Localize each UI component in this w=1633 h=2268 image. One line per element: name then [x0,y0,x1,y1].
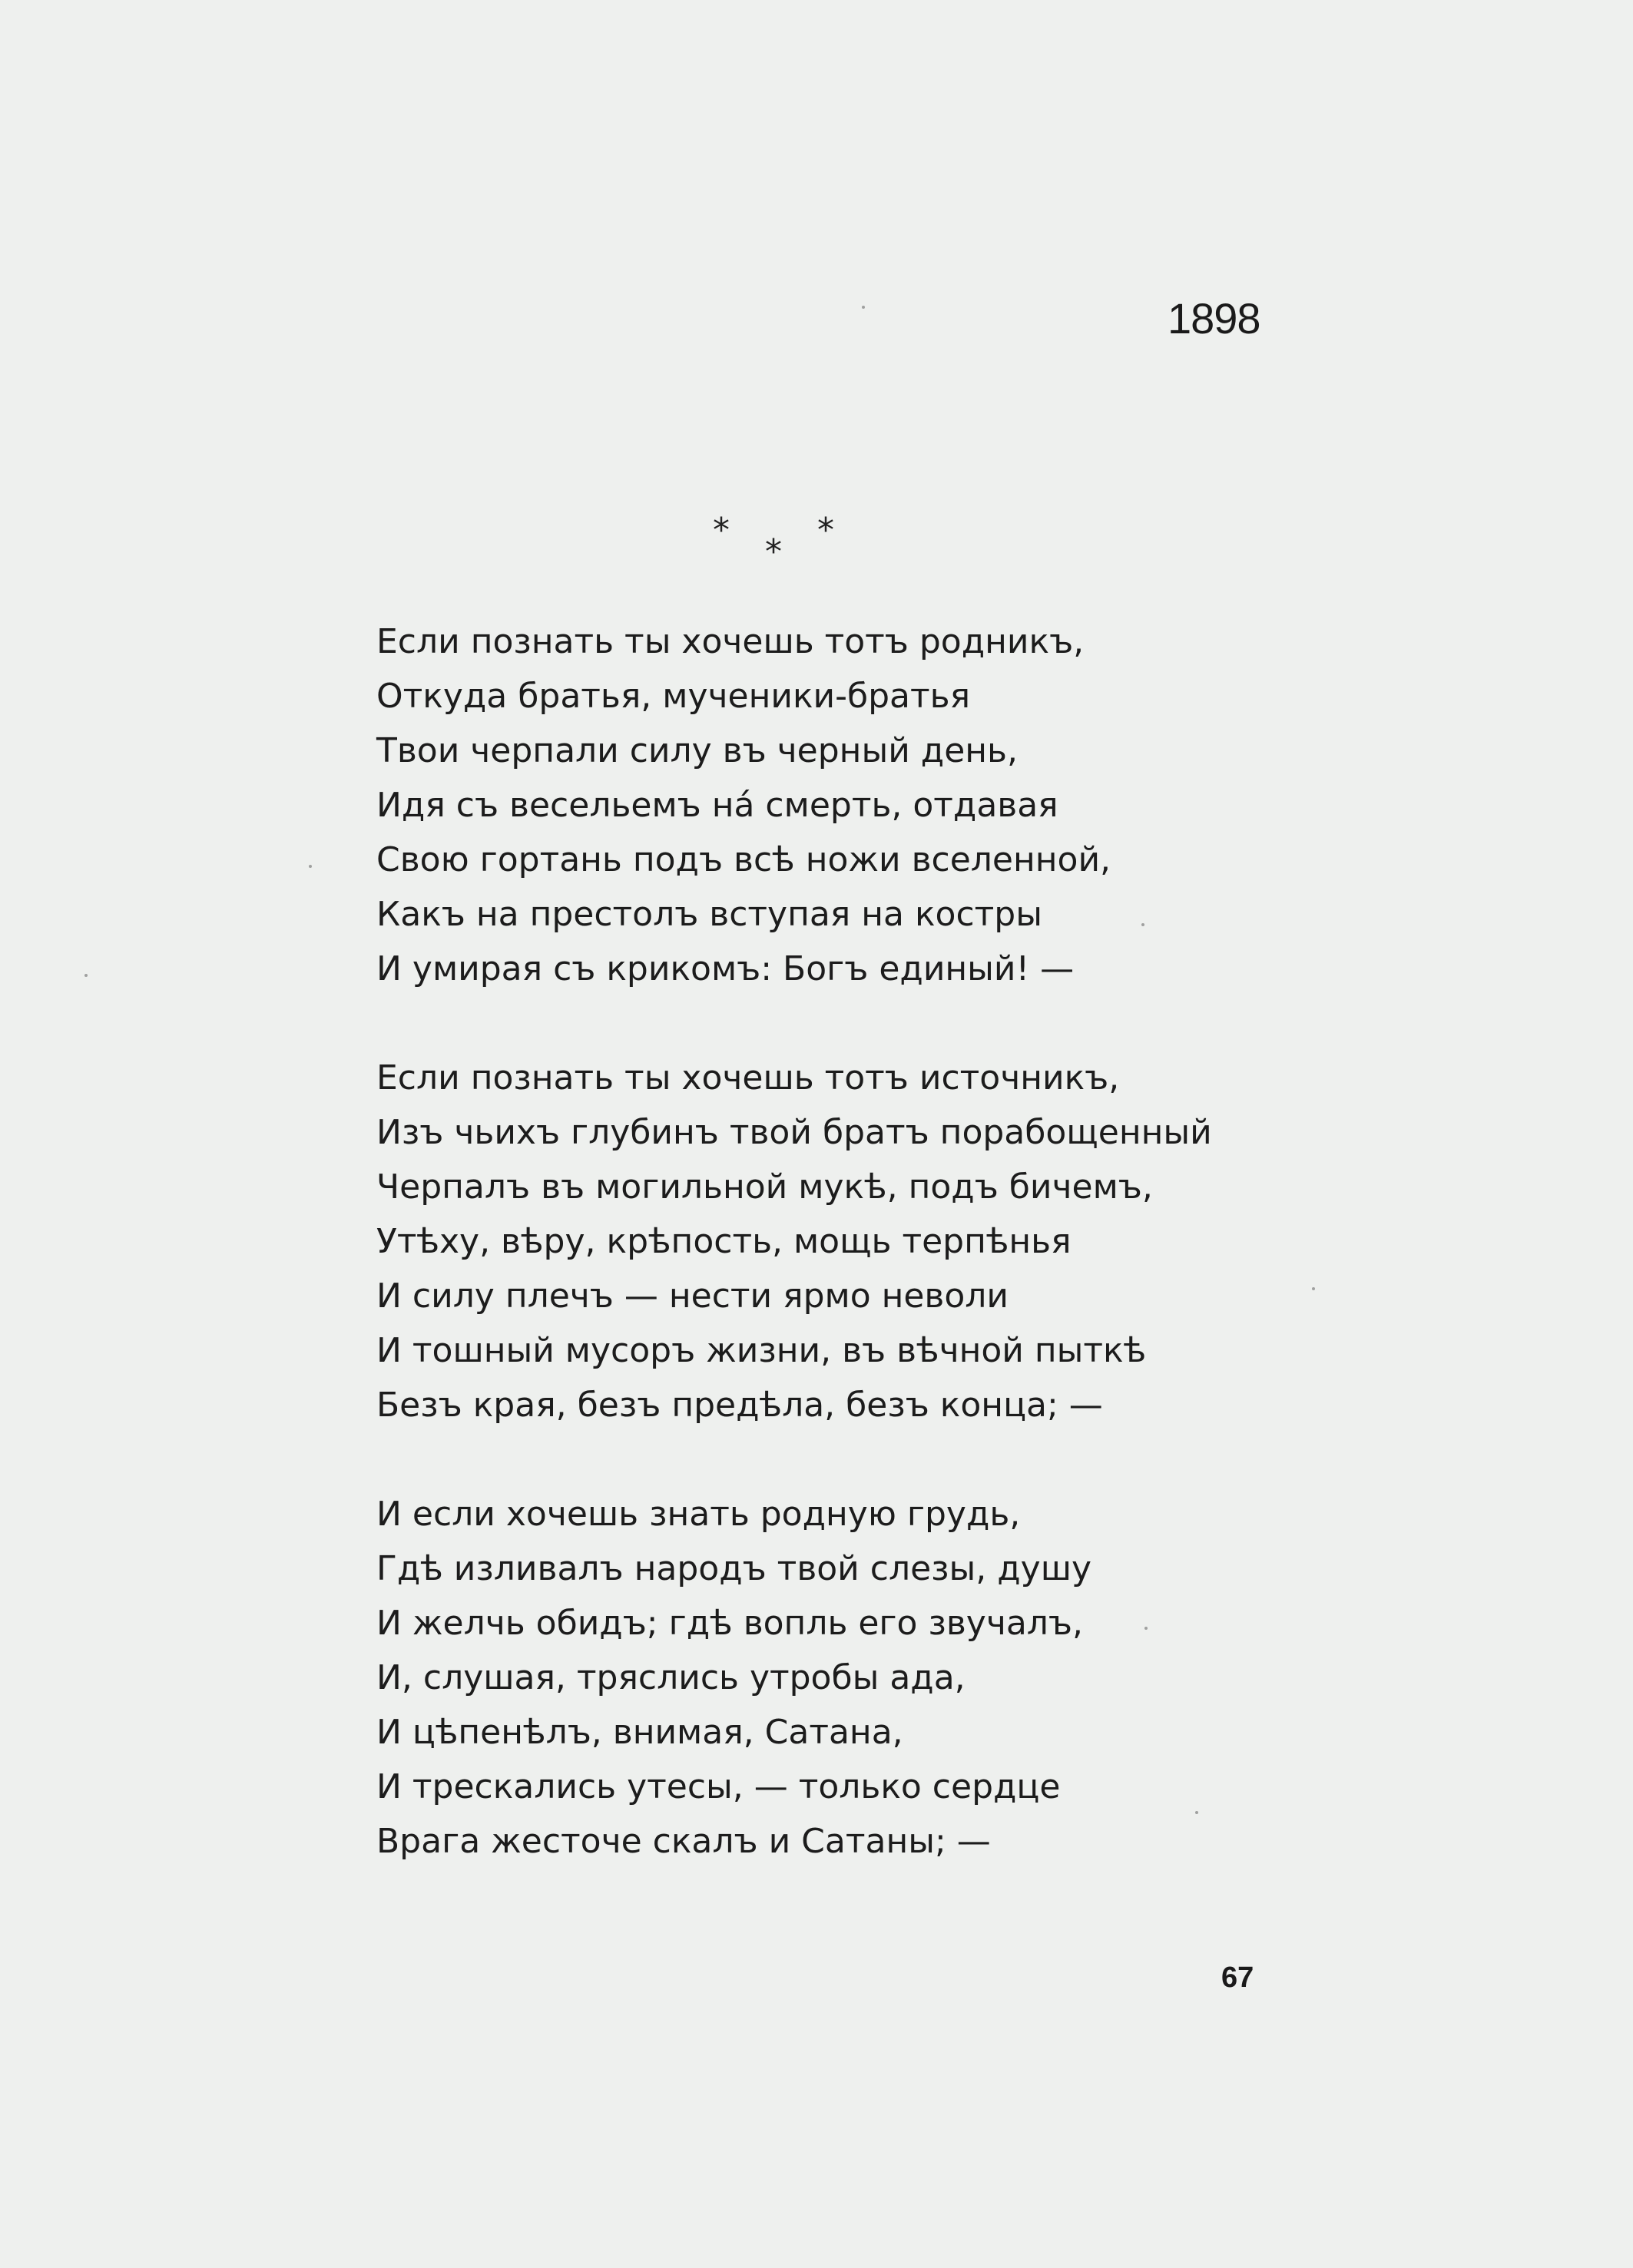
poem-line: И трескались утесы, — только сердце [376,1767,1061,1806]
poem-line: И, слушая, тряслись утробы ада, [376,1658,966,1697]
poem-line: И умирая съ крикомъ: Богъ единый! — [376,949,1075,988]
asterisk-right: * [817,511,834,550]
poem-line: Гдѣ изливалъ народъ твой слезы, душу [376,1549,1092,1588]
asterism-divider [707,511,845,572]
poem-line: И цѣпенѣлъ, внимая, Сатана, [376,1713,903,1752]
stanza-1 [376,614,1298,996]
asterisk-middle: * [765,532,782,571]
paper-speck [1141,923,1144,926]
poem-line: Откуда братья, мученики-братья [376,677,971,716]
poem-line: Безъ края, безъ предѣла, безъ конца; — [376,1386,1103,1425]
poem-line: Если познать ты хочешь тотъ родникъ, [376,622,1085,661]
poem-body [376,614,1298,1923]
poem-line: И силу плечъ — нести ярмо неволи [376,1276,1009,1316]
poem-line: Идя съ весельемъ нá смерть, отдавая [376,786,1058,825]
poem-line: Врага жесточе скалъ и Сатаны; — [376,1822,991,1861]
paper-speck [84,974,88,977]
paper-speck [309,865,312,868]
poem-line: Изъ чьихъ глубинъ твой братъ порабощенный [376,1113,1212,1152]
poem-line: Какъ на престолъ вступая на костры [376,895,1042,934]
poem-line: И тошный мусоръ жизни, въ вѣчной пыткѣ [376,1331,1147,1370]
poem-line: И если хочешь знать родную грудь, [376,1495,1021,1534]
poem-line: И желчь обидъ; гдѣ вопль его звучалъ, [376,1604,1083,1643]
poem-line: Свою гортань подъ всѣ ножи вселенной, [376,840,1111,879]
paper-speck [1144,1627,1148,1630]
poem-line: Утѣху, вѣру, крѣпость, мощь терпѣнья [376,1222,1072,1261]
page-number: 67 [1221,1962,1254,1994]
poem-line: Черпалъ въ могильной мукѣ, подъ бичемъ, [376,1167,1153,1207]
paper-speck [1312,1287,1315,1290]
paper-speck [1195,1811,1198,1814]
poem-line: Если познать ты хочешь тотъ источникъ, [376,1058,1120,1098]
asterisk-left: * [713,511,730,550]
year-heading: 1898 [1168,294,1260,343]
poem-line: Твои черпали силу въ черный день, [376,731,1018,770]
stanza-2 [376,1051,1298,1432]
stanza-3 [376,1487,1298,1869]
paper-speck [862,306,865,309]
